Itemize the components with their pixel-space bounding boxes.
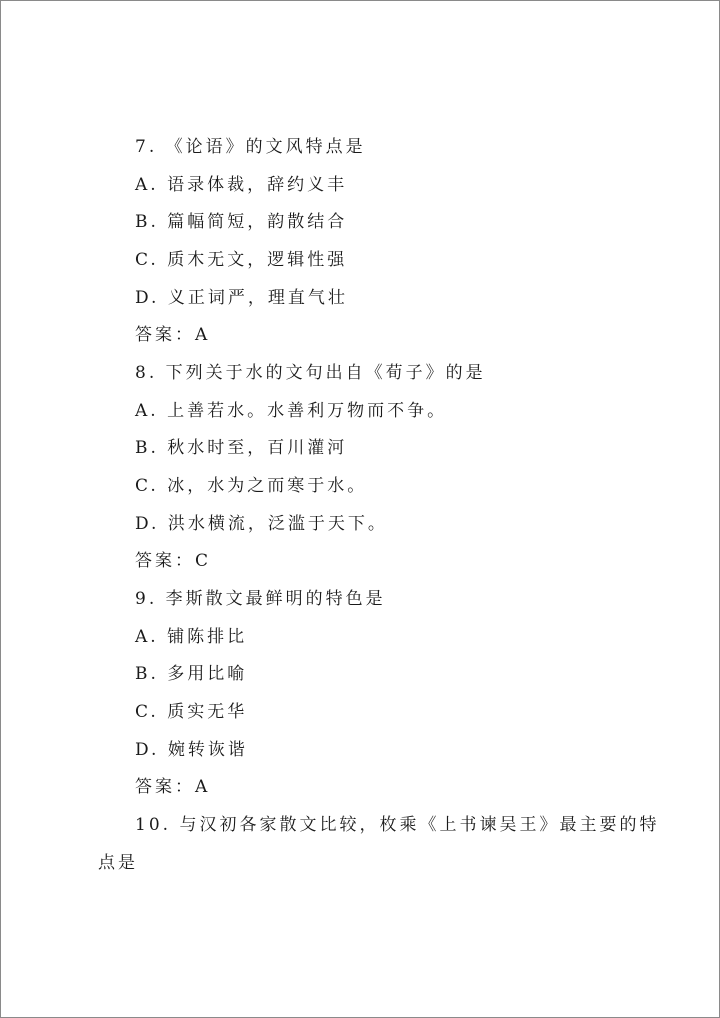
- question-8-option-c: C. 冰，水为之而寒于水。: [135, 476, 368, 496]
- question-8-answer: 答案：C: [135, 551, 212, 571]
- question-7-option-b: B. 篇幅简短，韵散结合: [135, 212, 348, 232]
- question-9-option-d: D. 婉转诙谐: [135, 740, 248, 760]
- question-9-answer: 答案：A: [135, 777, 211, 797]
- question-9-option-c: C. 质实无华: [135, 702, 248, 722]
- question-9-stem: 9. 李斯散文最鲜明的特色是: [135, 589, 386, 609]
- question-9-option-a: A. 铺陈排比: [135, 627, 248, 647]
- question-8-option-a: A. 上善若水。水善利万物而不争。: [135, 401, 448, 421]
- question-8-option-b: B. 秋水时至，百川灌河: [135, 438, 348, 458]
- question-7-option-a: A. 语录体裁，辞约义丰: [135, 175, 348, 195]
- question-7-answer: 答案：A: [135, 325, 211, 345]
- question-7-stem: 7. 《论语》的文风特点是: [135, 137, 366, 157]
- question-8-option-d: D. 洪水横流，泛滥于天下。: [135, 514, 388, 534]
- question-7-option-d: D. 义正词严，理直气壮: [135, 288, 348, 308]
- question-7-option-c: C. 质木无文，逻辑性强: [135, 250, 348, 270]
- question-8-stem: 8. 下列关于水的文句出自《荀子》的是: [135, 363, 486, 383]
- question-10-stem: 10. 与汉初各家散文比较，枚乘《上书谏吴王》最主要的特: [135, 815, 660, 835]
- question-10-stem-continued: 点是: [98, 853, 138, 873]
- question-9-option-b: B. 多用比喻: [135, 664, 248, 684]
